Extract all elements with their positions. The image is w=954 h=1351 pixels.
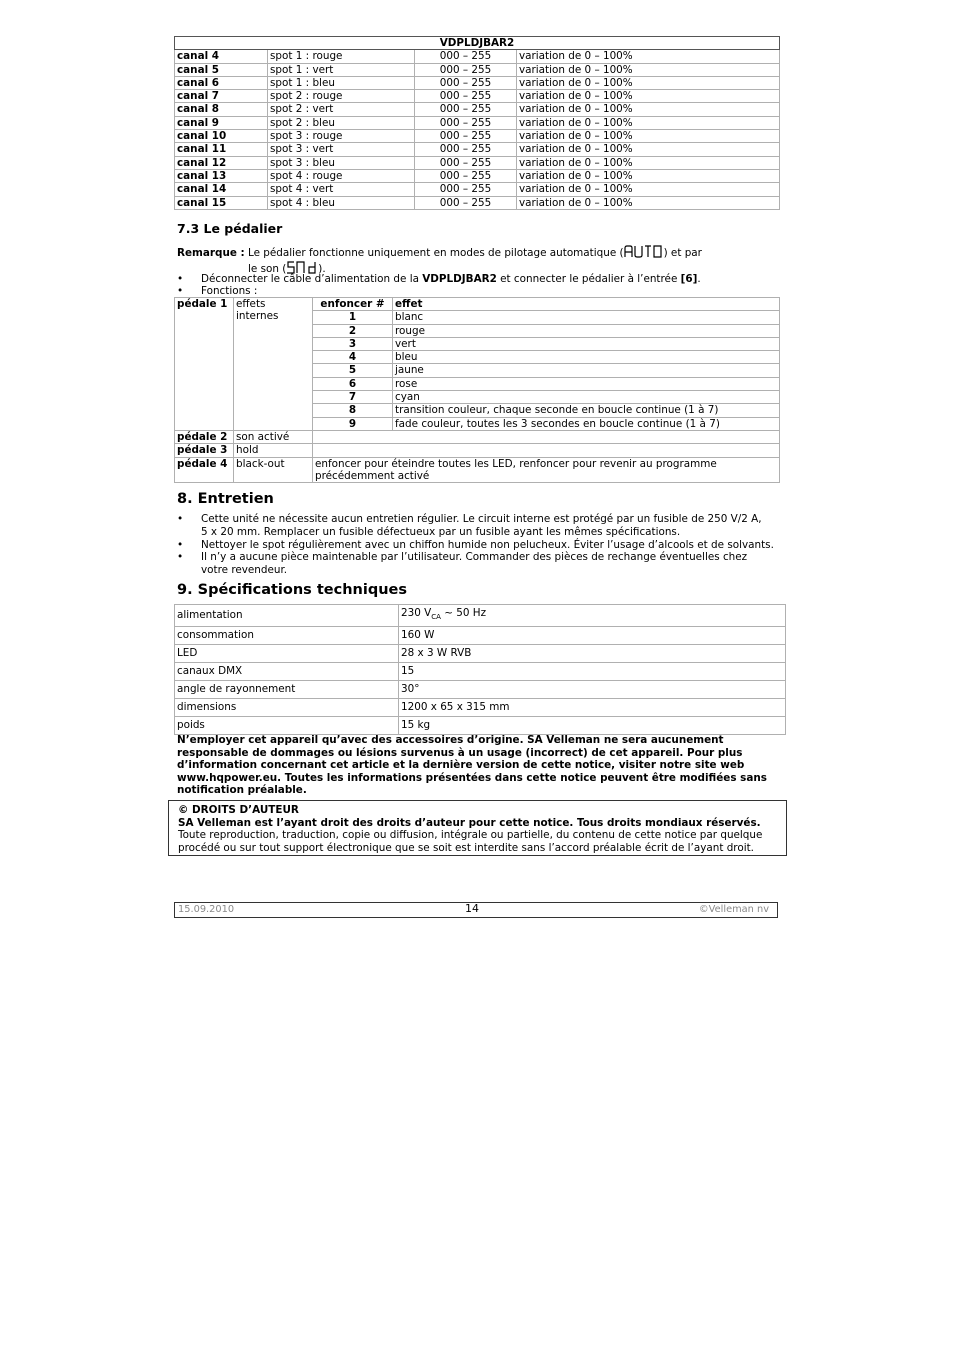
function-cell: spot 1 : rouge [268, 50, 415, 63]
footer-brand: ©Velleman nv [698, 904, 769, 915]
list-item: • Cette unité ne nécessite aucun entretien régulier. Le circuit interne est protégé par un fusible de 250 V/2 A, 5 x 20 mm. Remplacer un fusible défectueux par un fusible ayant les mêmes spécifications. [177, 513, 762, 538]
pedal-table [174, 297, 780, 483]
effect-cell: bleu [393, 351, 780, 364]
pedal-label: pédale 4 [175, 457, 234, 483]
function-cell: spot 1 : bleu [268, 76, 415, 89]
auto-display-icon [624, 245, 664, 262]
description-cell: variation de 0 – 100% [517, 156, 780, 169]
range-cell: 000 – 255 [415, 143, 517, 156]
effect-cell: rose [393, 377, 780, 390]
spec-value [399, 605, 786, 627]
spec-value [399, 681, 786, 699]
spec-label: canaux DMX [175, 663, 399, 681]
remark-text-2: ) et par [663, 247, 702, 259]
description-cell: variation de 0 – 100% [517, 183, 780, 196]
spec-label: LED [175, 645, 399, 663]
description-cell: variation de 0 – 100% [517, 63, 780, 76]
bullet-text: Nettoyer le spot régulièrement avec un chiffon humide non pelucheux. Éviter l’usage d’alcools et de solvants. [201, 539, 774, 551]
remark-paragraph [177, 243, 702, 260]
notice-line: responsable de dommages ou lésions survenus à un usage (incorrect) de cet appareil. Pour plus [177, 746, 743, 759]
section-heading-entretien: 8. Entretien [177, 491, 274, 507]
spec-value-text: 230 V [401, 607, 432, 619]
function-cell: spot 2 : rouge [268, 90, 415, 103]
spec-value-text: 15 kg [401, 719, 431, 732]
press-number: 9 [313, 417, 393, 430]
function-cell: spot 4 : bleu [268, 196, 415, 209]
bullet-text: Déconnecter le câble d’alimentation de la [201, 273, 423, 285]
copyright-line: Toute reproduction, traduction, copie ou diffusion, intégrale ou partielle, du contenu de cette notice par quelque [178, 829, 763, 841]
page-number: 14 [465, 902, 479, 915]
pedal-label: pédale 2 [175, 430, 234, 443]
spec-value-text: 160 W [401, 629, 435, 642]
spec-value-tail: ~ 50 Hz [440, 607, 487, 619]
bullet-text: votre revendeur. [201, 564, 288, 576]
channel-cell: canal 4 [175, 50, 268, 63]
notice-line: www.hqpower.eu. Toutes les informations présentées dans cette notice peuvent être modifiées sans [177, 771, 767, 784]
list-item: • Il n’y a aucune pièce maintenable par l’utilisateur. Commander des pièces de rechange éventuelles chez votre revendeur. [177, 551, 748, 576]
description-cell: variation de 0 – 100% [517, 130, 780, 143]
bullet-text: et connecter le pédalier à l’entrée [496, 273, 681, 285]
pedal-description: son activé [234, 430, 313, 443]
channel-cell: canal 9 [175, 116, 268, 129]
spec-value [399, 717, 786, 735]
description-cell: variation de 0 – 100% [517, 196, 780, 209]
range-cell: 000 – 255 [415, 76, 517, 89]
model-name: VDPLDJBAR2 [422, 273, 497, 285]
table-row [175, 430, 780, 443]
function-cell: spot 1 : vert [268, 63, 415, 76]
description-cell: variation de 0 – 100% [517, 143, 780, 156]
copyright-title: © DROITS D’AUTEUR [178, 804, 299, 816]
spec-value-text: 15 [401, 665, 415, 678]
effect-line: précédemment activé [315, 469, 430, 482]
footer-date: 15.09.2010 [178, 904, 235, 915]
channel-cell: canal 7 [175, 90, 268, 103]
notice-line: N’employer cet appareil qu’avec des accessoires d’origine. SA Velleman ne sera aucunement [177, 734, 724, 746]
function-cell: spot 4 : vert [268, 183, 415, 196]
effect-cell: cyan [393, 391, 780, 404]
page-footer [174, 902, 778, 918]
pedal-description: black-out [234, 457, 313, 483]
pedal-label: pédale 3 [175, 444, 234, 457]
table-row [175, 63, 780, 76]
channel-cell: canal 13 [175, 169, 268, 182]
table-row [175, 90, 780, 103]
dmx-channel-table [174, 36, 780, 210]
table-row [175, 50, 780, 63]
effect-cell [313, 444, 780, 457]
effect-cell: rouge [393, 324, 780, 337]
press-number: 5 [313, 364, 393, 377]
channel-cell: canal 10 [175, 130, 268, 143]
description-cell: variation de 0 – 100% [517, 103, 780, 116]
table-row [175, 605, 786, 627]
table-row [175, 663, 786, 681]
copyright-box [168, 800, 787, 856]
effect-cell: blanc [393, 311, 780, 324]
channel-cell: canal 15 [175, 196, 268, 209]
table-row [175, 717, 786, 735]
remark-label: Remarque : [177, 247, 245, 259]
spec-label: alimentation [175, 605, 399, 627]
description-cell: variation de 0 – 100% [517, 50, 780, 63]
section-heading-specifications: 9. Spécifications techniques [177, 582, 408, 598]
effect-cell: jaune [393, 364, 780, 377]
function-cell: spot 3 : vert [268, 143, 415, 156]
function-cell: spot 3 : bleu [268, 156, 415, 169]
effect-cell: vert [393, 337, 780, 350]
input-ref: [6] [680, 273, 698, 285]
table-row [175, 627, 786, 645]
table-row [175, 645, 786, 663]
spec-label: poids [175, 717, 399, 735]
range-cell: 000 – 255 [415, 169, 517, 182]
function-cell: spot 4 : rouge [268, 169, 415, 182]
table-row [175, 76, 780, 89]
description-cell: variation de 0 – 100% [517, 169, 780, 182]
list-item: • Nettoyer le spot régulièrement avec un chiffon humide non pelucheux. Éviter l’usage d’alcools et de solvants. [177, 539, 774, 551]
range-cell: 000 – 255 [415, 63, 517, 76]
column-header: effet [393, 298, 780, 311]
spec-label: dimensions [175, 699, 399, 717]
table-row [175, 116, 780, 129]
spec-value [399, 663, 786, 681]
table-row [175, 103, 780, 116]
spec-value-text: 30° [401, 683, 420, 696]
bullet-text: 5 x 20 mm. Remplacer un fusible défectueux par un fusible ayant les mêmes spécifications. [201, 526, 681, 538]
range-cell: 000 – 255 [415, 183, 517, 196]
pedal-label: pédale 1 [175, 298, 234, 431]
press-number: 6 [313, 377, 393, 390]
bullet-text: Fonctions : [201, 285, 258, 297]
table-row [175, 298, 780, 311]
copyright-line: procédé ou sur tout support électronique que se soit est interdite sans l’accord préalable écrit de l’ayant droit. [178, 841, 754, 854]
remark-text: Le pédalier fonctionne uniquement en modes de pilotage automatique ( [247, 247, 624, 259]
spec-value-subscript: CA [431, 613, 441, 622]
channel-cell: canal 11 [175, 143, 268, 156]
description-cell: variation de 0 – 100% [517, 116, 780, 129]
press-number: 3 [313, 337, 393, 350]
range-cell: 000 – 255 [415, 196, 517, 209]
notice-line: notification préalable. [177, 784, 307, 797]
channel-cell: canal 6 [175, 76, 268, 89]
press-number: 8 [313, 404, 393, 417]
effect-cell [313, 457, 780, 483]
table-row [175, 143, 780, 156]
list-item: • Fonctions : [177, 285, 258, 297]
function-cell: spot 2 : vert [268, 103, 415, 116]
table-row [175, 183, 780, 196]
range-cell: 000 – 255 [415, 103, 517, 116]
table-row [175, 156, 780, 169]
remark-text-4: ). [318, 263, 326, 275]
press-number: 1 [313, 311, 393, 324]
channel-cell: canal 12 [175, 156, 268, 169]
table-row [175, 169, 780, 182]
table-row [175, 699, 786, 717]
bullet-text: . [697, 273, 701, 285]
spec-value [399, 699, 786, 717]
effect-cell: fade couleur, toutes les 3 secondes en boucle continue (1 à 7) [393, 417, 780, 430]
spec-value-text: 1200 x 65 x 315 mm [401, 701, 510, 714]
notice-line: d’information concernant cet article et la dernière version de cette notice, visiter notre site web [177, 759, 745, 772]
pedal-description [234, 298, 313, 431]
pedal-desc-line: internes [236, 310, 279, 323]
range-cell: 000 – 255 [415, 116, 517, 129]
usage-notice [177, 734, 767, 797]
effect-cell: transition couleur, chaque seconde en boucle continue (1 à 7) [393, 404, 780, 417]
description-cell: variation de 0 – 100% [517, 76, 780, 89]
channel-cell: canal 5 [175, 63, 268, 76]
spec-table [174, 604, 786, 735]
table-row [175, 681, 786, 699]
remark-text-3: le son ( [248, 263, 287, 275]
range-cell: 000 – 255 [415, 50, 517, 63]
copyright-statement: SA Velleman est l’ayant droit des droits d’auteur pour cette notice. Tous droits mondiaux réservés. [178, 816, 761, 829]
bullet-text: Cette unité ne nécessite aucun entretien régulier. Le circuit interne est protégé par un fusible de 250 V/2 A, [201, 513, 762, 525]
press-number: 7 [313, 391, 393, 404]
table-header: VDPLDJBAR2 [175, 37, 780, 50]
pedal-description: hold [234, 444, 313, 457]
function-cell: spot 2 : bleu [268, 116, 415, 129]
spec-value-text: 28 x 3 W RVB [401, 647, 472, 660]
table-row [175, 130, 780, 143]
table-row [175, 444, 780, 457]
channel-cell: canal 8 [175, 103, 268, 116]
press-number: 2 [313, 324, 393, 337]
table-row [175, 457, 780, 483]
table-row [175, 196, 780, 209]
press-number: 4 [313, 351, 393, 364]
range-cell: 000 – 255 [415, 130, 517, 143]
range-cell: 000 – 255 [415, 156, 517, 169]
channel-cell: canal 14 [175, 183, 268, 196]
spec-label: consommation [175, 627, 399, 645]
spec-value [399, 645, 786, 663]
spec-value [399, 627, 786, 645]
spec-label: angle de rayonnement [175, 681, 399, 699]
effect-cell [313, 430, 780, 443]
column-header: enfoncer # [313, 298, 393, 311]
description-cell: variation de 0 – 100% [517, 90, 780, 103]
bullet-text: Il n’y a aucune pièce maintenable par l’utilisateur. Commander des pièces de rechange éventuelles chez [201, 551, 748, 563]
function-cell: spot 3 : rouge [268, 130, 415, 143]
section-heading-pedalier: 7.3 Le pédalier [177, 221, 283, 236]
pedal-desc-line: effets [236, 298, 266, 310]
range-cell: 000 – 255 [415, 90, 517, 103]
effect-line: enfoncer pour éteindre toutes les LED, renfoncer pour revenir au programme [315, 457, 717, 470]
list-item: • Déconnecter le câble d’alimentation de la VDPLDJBAR2 et connecter le pédalier à l’entrée [6]. [177, 273, 701, 285]
